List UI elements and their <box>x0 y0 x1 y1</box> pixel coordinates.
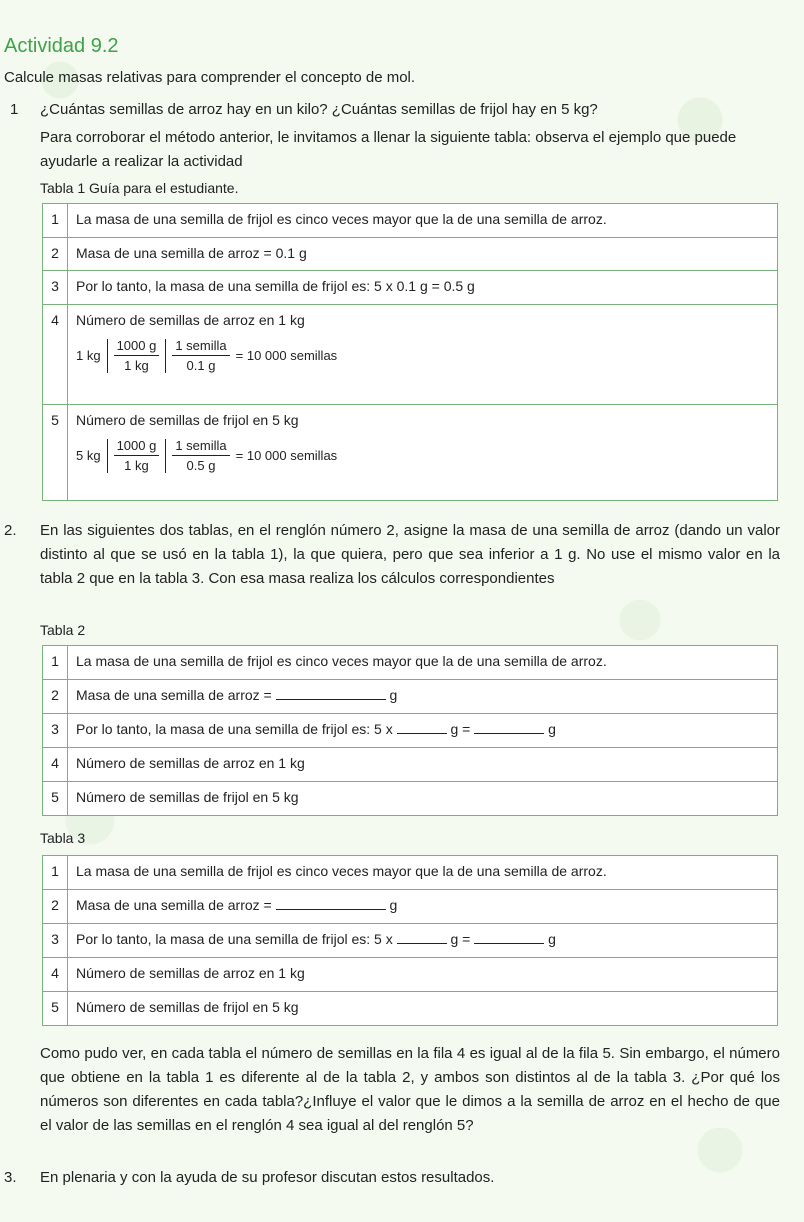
table-3-row-3-unit: g <box>548 931 556 947</box>
table-3-row-2-label: Masa de una semilla de arroz = <box>76 897 272 913</box>
table-2-caption: Tabla 2 <box>40 622 86 638</box>
intro-text: Calcule masas relativas para comprender el concepto de mol. <box>4 69 416 86</box>
question-1-number: 1 <box>10 101 19 118</box>
table-2-row-1-number: 1 <box>43 646 68 680</box>
rice-mass-factor-blank-t2[interactable] <box>397 733 447 734</box>
table-2-row-3-mid: g = <box>450 721 471 737</box>
bean-count-formula <box>76 438 769 473</box>
table-2-row-3-label: Por lo tanto, la masa de una semilla de frijol es: 5 x <box>76 721 393 737</box>
table-2-row-4-number: 4 <box>43 748 68 782</box>
table-1-row-4-text: Número de semillas de arroz en 1 kg <box>76 312 305 328</box>
table-2-row-5-text: Número de semillas de frijol en 5 kg <box>68 782 778 816</box>
bean-fraction-1: $\frac{1000 g}{1 kg}$ <box>114 438 160 473</box>
table-1-row-5-number: 5 <box>43 405 68 501</box>
table-3-row-4-number: 4 <box>43 958 68 992</box>
table-3-row-2 <box>68 890 778 924</box>
bean-formula-lead: 5 kg <box>76 448 101 463</box>
table-3-row-1-text: La masa de una semilla de frijol es cinco veces mayor que la de una semilla de arroz. <box>68 856 778 890</box>
table-2-row-2-number: 2 <box>43 680 68 714</box>
bean-formula-result: = 10 000 semillas <box>235 448 338 463</box>
table-2-row-2-unit: g <box>389 687 398 703</box>
bean-mass-blank-t3[interactable] <box>474 943 544 944</box>
rice-formula-lead: 1 kg <box>76 348 101 363</box>
rice-count-formula <box>76 338 769 373</box>
table-1-row-3-text: Por lo tanto, la masa de una semilla de frijol es: 5 x 0.1 g = 0.5 g <box>68 271 778 305</box>
rice-formula-result: = 10 000 semillas <box>235 348 338 363</box>
rice-mass-factor-blank-t3[interactable] <box>397 943 447 944</box>
table-3-row-3 <box>68 924 778 958</box>
table-2-row-5-number: 5 <box>43 782 68 816</box>
table-2-row-3-unit: g <box>548 721 556 737</box>
table-3-row-3-label: Por lo tanto, la masa de una semilla de frijol es: 5 x <box>76 931 393 947</box>
table-2-row-1-text: La masa de una semilla de frijol es cinco veces mayor que la de una semilla de arroz. <box>68 646 778 680</box>
rice-mass-blank-t3[interactable] <box>276 909 386 910</box>
table-1-row-1-text: La masa de una semilla de frijol es cinco veces mayor que la de una semilla de arroz. <box>68 204 778 238</box>
question-2-number: 2. <box>4 522 17 539</box>
table-2-row-4-text: Número de semillas de arroz en 1 kg <box>68 748 778 782</box>
table-1-row-3-number: 3 <box>43 271 68 305</box>
table-2-row-3-number: 3 <box>43 714 68 748</box>
table-3-row-5-number: 5 <box>43 992 68 1026</box>
bean-fraction-2: $\frac{\text{1 semilla}}{0.5 g}$ <box>172 438 229 473</box>
table-3-row-3-mid: g = <box>450 931 471 947</box>
question-1-instruction: Para corroborar el método anterior, le invitamos a llenar la siguiente tabla: observa el ejemplo que puede ayudarle a realizar la actividad <box>40 129 737 170</box>
table-3-caption: Tabla 3 <box>40 830 86 846</box>
table-3 <box>42 855 778 1026</box>
rice-mass-blank-t2[interactable] <box>276 699 386 700</box>
table-2-row-3 <box>68 714 778 748</box>
rice-fraction-1: $\frac{1000 g}{1 kg}$ <box>114 338 160 373</box>
table-1-row-2-number: 2 <box>43 238 68 271</box>
question-3-text: En plenaria y con la ayuda de su profesor discutan estos resultados. <box>40 1169 495 1186</box>
table-1-caption: Tabla 1 Guía para el estudiante. <box>40 180 239 196</box>
table-3-row-4-text: Número de semillas de arroz en 1 kg <box>68 958 778 992</box>
table-3-row-2-number: 2 <box>43 890 68 924</box>
table-1-row-5-text: Número de semillas de frijol en 5 kg <box>76 412 299 428</box>
table-3-row-5-text: Número de semillas de frijol en 5 kg <box>68 992 778 1026</box>
table-3-row-2-unit: g <box>389 897 398 913</box>
question-2-text: En las siguientes dos tablas, en el renglón número 2, asigne la masa de una semilla de arroz (dando un valor distinto al que se usó en la tabla 1), la que quiera, pero que sea inferior a 1 g. No use el mismo valor en la tabla 2 que en la tabla 3. Con esa masa realiza los cálculos correspondientes <box>40 522 780 587</box>
table-3-row-3-number: 3 <box>43 924 68 958</box>
table-1-row-1-number: 1 <box>43 204 68 238</box>
bean-mass-blank-t2[interactable] <box>474 733 544 734</box>
table-3-row-1-number: 1 <box>43 856 68 890</box>
question-1-text: ¿Cuántas semillas de arroz hay en un kilo? ¿Cuántas semillas de frijol hay en 5 kg? <box>40 101 598 118</box>
table-1 <box>42 203 778 501</box>
rice-fraction-2: $\frac{\text{1 semilla}}{0.1 g}$ <box>172 338 229 373</box>
table-2-row-2 <box>68 680 778 714</box>
table-2-row-2-label: Masa de una semilla de arroz = <box>76 687 272 703</box>
activity-title: Actividad 9.2 <box>4 35 119 57</box>
table-2 <box>42 645 778 816</box>
table-1-row-2-text: Masa de una semilla de arroz = 0.1 g <box>68 238 778 271</box>
table-1-row-4-number: 4 <box>43 305 68 405</box>
closing-paragraph: Como pudo ver, en cada tabla el número de semillas en la fila 4 es igual al de la fila 5. Sin embargo, el número que obtiene en la tabla 1 es diferente al de la tabla 2, y ambos son distintos al de la tabla 3. ¿Por qué los números son diferentes en cada tabla?¿Influye el valor que le dimos a la semilla de arroz en el hecho de que el valor de las semillas en el renglón 4 sea igual al del renglón 5? <box>40 1045 780 1134</box>
question-3-number: 3. <box>4 1169 17 1186</box>
